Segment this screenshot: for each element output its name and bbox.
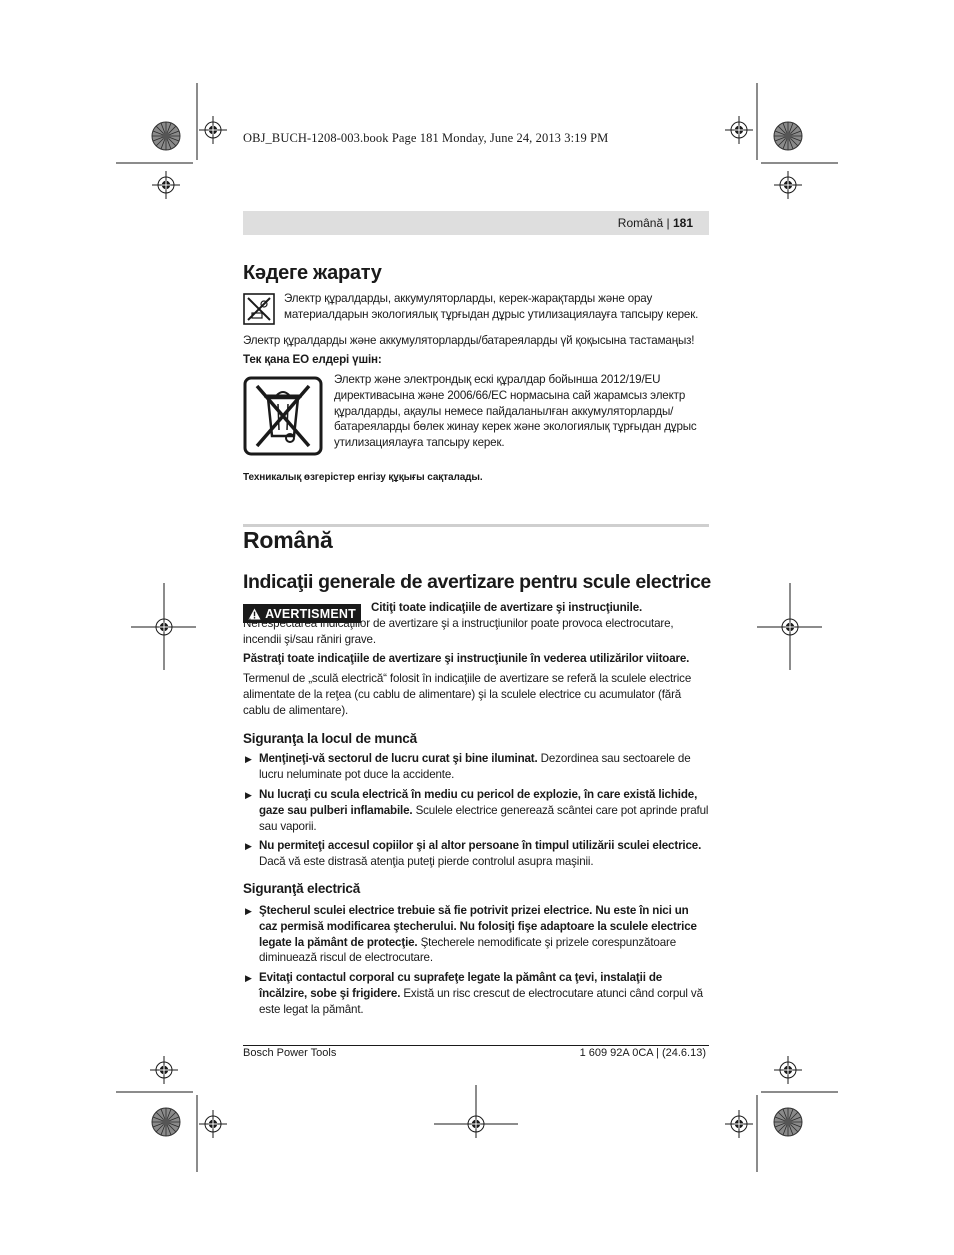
footer-rule — [243, 1045, 709, 1046]
section-workplace-title: Siguranţa la locul de muncă — [243, 731, 417, 746]
warning-rest: Nerespectarea indicaţiilor de avertizare şi a instrucţiunilor poate provoca electrocutare, incendii şi/sau răniri grave. — [243, 616, 674, 646]
romanian-section-title: Română — [243, 527, 333, 553]
page-header — [243, 211, 709, 235]
bullet-arrow-icon: ▶ — [245, 906, 252, 916]
bullet-arrow-icon: ▶ — [245, 790, 252, 800]
item-bold: Nu lucraţi cu scula electrică în mediu cu pericol de explozie, în care există lichide, gaze sau pulberi inflamabile. — [259, 788, 698, 817]
item-text: Dezordinea sau sectoarele de lucru neluminate pot duce la accidente. — [259, 752, 691, 781]
kazakh-section-title: Кәдеге жарату — [243, 262, 382, 284]
list-item — [243, 970, 709, 1017]
rights-note: Техникалық өзгерістер енгізу құқығы сақталады. — [243, 472, 483, 483]
romanian-subtitle: Indicaţii generale de avertizare pentru scule electrice — [243, 571, 711, 593]
item-bold: Evitaţi contactul corporal cu suprafeţe legate la pământ ca ţevi, instalaţii de încălzire, sobe şi frigidere. — [259, 971, 663, 1000]
list-item — [243, 787, 709, 834]
eu-only-label: Тек қана ЕО елдері үшін: — [243, 353, 382, 366]
recycle-tool-icon — [243, 293, 275, 325]
warning-paragraph — [243, 600, 709, 647]
footer-doc-number: 1 609 92A 0CA | (24.6.13) — [579, 1047, 706, 1059]
item-text: Există un risc crescut de electrocutare atunci când corpul vă este legat la pământ. — [259, 986, 703, 1016]
item-bold: Menţineţi-vă sectorul de lucru curat şi bine iluminat. — [259, 752, 538, 765]
weee-text: Электр және электрондық ескі құралдар бойынша 2012/19/EU директивасына және 2006/66/ЕС нормасына сай жарамсыз электр құралдарды, ақаулы немесе пайдаланылған аккумуляторларды/батареяларды бөлек жинау керек және экологиялық тұрғыдан дұрыс утилизациялауға тапсыру керек. — [334, 373, 697, 450]
household-warning: Электр құралдарды және аккумуляторларды/батареяларды үй қоқысына тастамаңыз! — [243, 334, 695, 347]
keep-instructions: Păstraţi toate indicaţiile de avertizare şi instrucţiunile în vederea utilizărilor viitoare. — [243, 652, 690, 665]
page-number: 181 — [672, 216, 693, 230]
item-text: Ştecherele nemodificate şi prizele corespunzătoare diminuează riscul de electrocutare. — [259, 935, 677, 965]
crossed-bin-icon — [243, 376, 323, 456]
list-item — [243, 838, 709, 870]
list-item — [243, 903, 709, 966]
bullet-arrow-icon: ▶ — [245, 754, 252, 764]
warning-bold: Citiţi toate indicaţiile de avertizare şi instrucţiunile. — [371, 601, 643, 614]
item-bold: Ştecherul sculei electrice trebuie să fie potrivit prizei electrice. Nu este în nici un caz permisă modificarea ştecherului. Nu folosiţi fişe adaptoare la sculele electrice legate la pământ de protecţie. — [259, 904, 697, 949]
item-text: Sculele electrice generează scântei care pot aprinde praful sau vaporii. — [259, 803, 709, 833]
section-electrical-title: Siguranţă electrică — [243, 881, 361, 896]
footer-brand: Bosch Power Tools — [243, 1047, 337, 1059]
item-bold: Nu permiteţi accesul copiilor şi al altor persoane în timpul utilizării sculei electrice. — [259, 839, 702, 852]
recycle-text: Электр құралдарды, аккумуляторларды, керек-жарақтарды және орау материалдарын экологиялық тұрғыдан дұрыс утилизациялауға тапсыру керек. — [284, 292, 699, 321]
list-item — [243, 751, 709, 783]
bullet-arrow-icon: ▶ — [245, 841, 252, 851]
warning-badge-label: AVERTISMENT — [265, 606, 356, 621]
item-text: Dacă vă este distrasă atenţia puteţi pierde controlul asupra maşinii. — [259, 854, 594, 868]
header-separator: | — [666, 216, 670, 230]
header-language: Română — [617, 216, 664, 230]
definition-paragraph: Termenul de „sculă electrică“ folosit în indicaţiile de avertizare se referă la sculele electrice alimentate de la reţea (cu cablu de alimentare) şi la sculele electrice cu acumulator (fără cablu de alimentare). — [243, 672, 692, 717]
header-label — [618, 216, 693, 230]
bullet-arrow-icon: ▶ — [245, 973, 252, 983]
print-info-line: OBJ_BUCH-1208-003.book Page 181 Monday, June 24, 2013 3:19 PM — [243, 131, 609, 145]
